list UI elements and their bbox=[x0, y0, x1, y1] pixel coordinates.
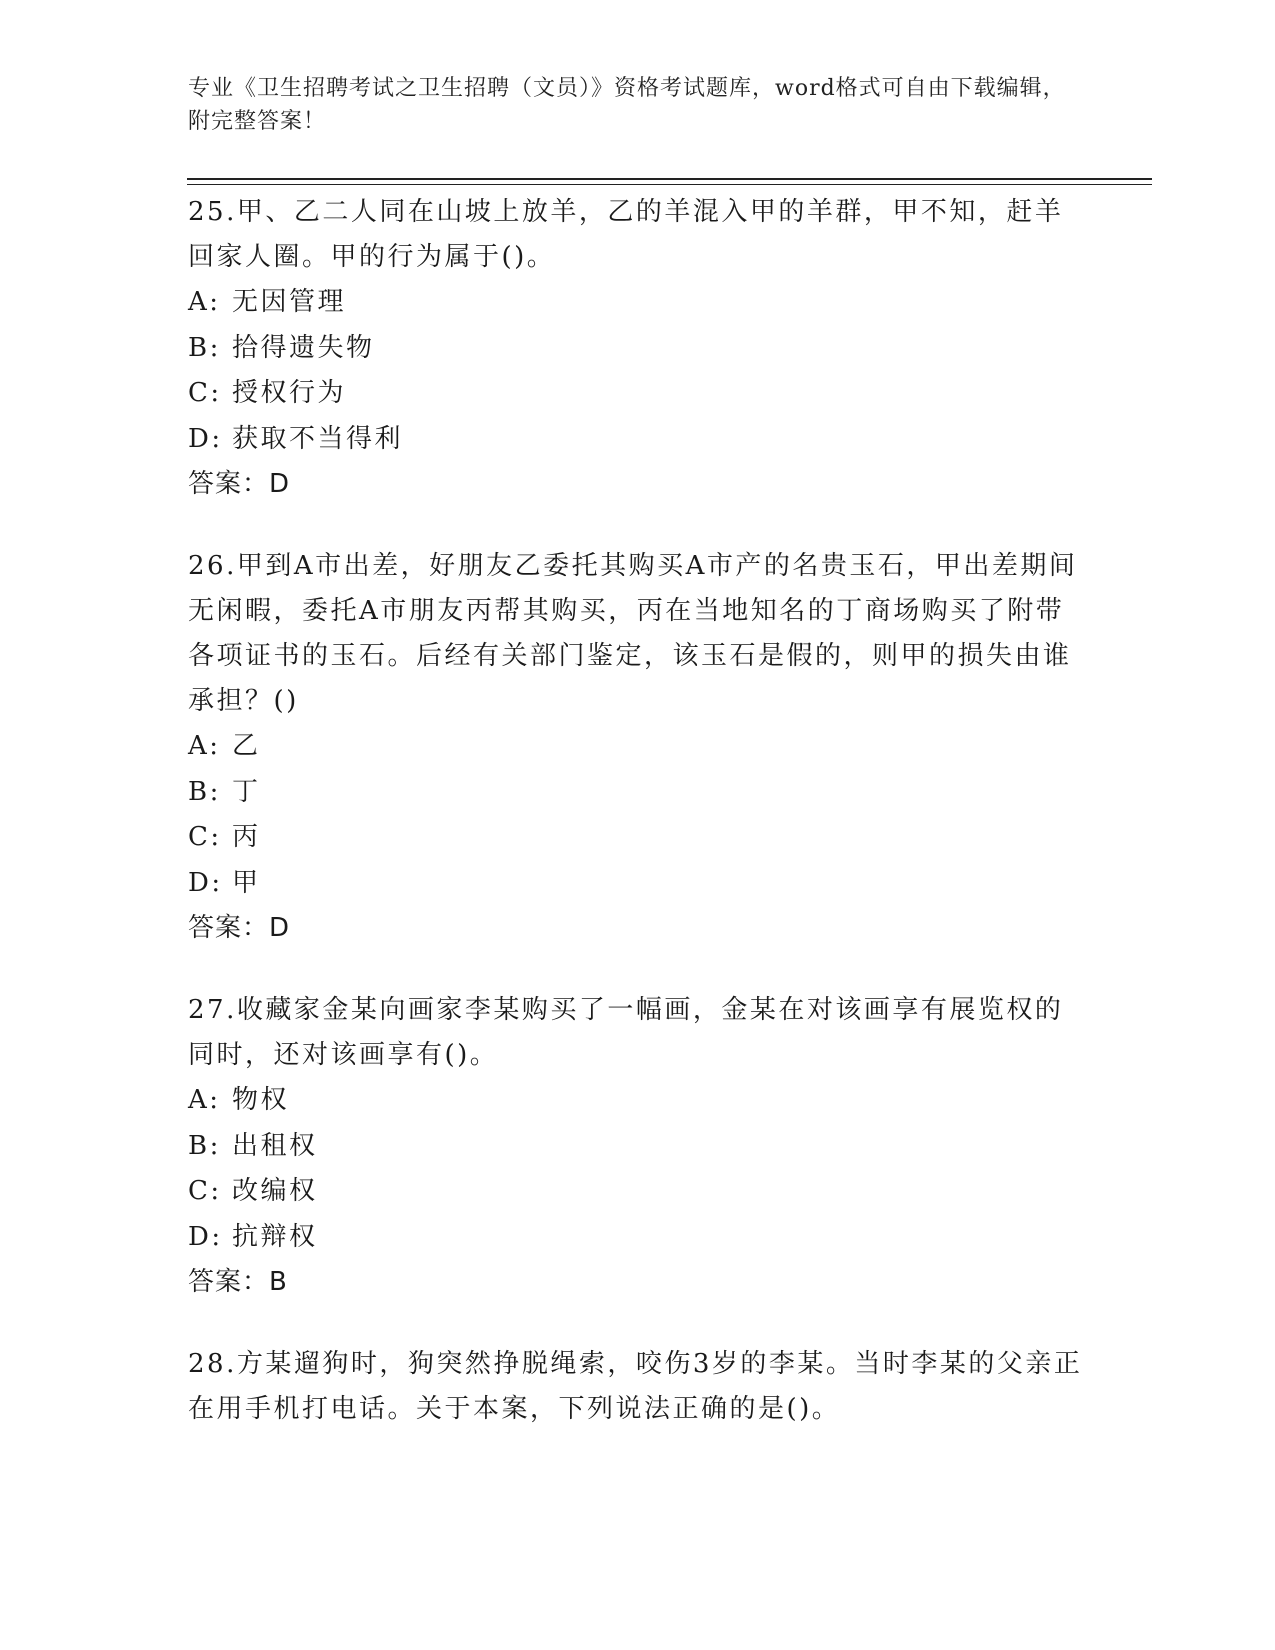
option-b bbox=[188, 326, 1088, 372]
option-a bbox=[188, 1078, 1088, 1124]
option-letter: D: bbox=[188, 423, 223, 454]
option-letter: D: bbox=[188, 1221, 223, 1252]
option-text: 拾得遗失物 bbox=[232, 332, 375, 363]
option-d bbox=[188, 1215, 1088, 1261]
option-text: 授权行为 bbox=[232, 378, 347, 408]
question-list bbox=[188, 190, 1088, 1470]
option-text: 丙 bbox=[232, 822, 261, 852]
header-divider-thin bbox=[187, 184, 1152, 185]
option-letter: B: bbox=[188, 332, 221, 363]
option-c bbox=[188, 1169, 1088, 1215]
question-stem: 28.方某遛狗时，狗突然挣脱绳索，咬伤3岁的李某。当时李某的父亲正在用手机打电话。关于本案，下列说法正确的是()。 bbox=[188, 1349, 1083, 1424]
option-d bbox=[188, 417, 1088, 463]
option-text: 丁 bbox=[232, 776, 261, 807]
option-b bbox=[188, 770, 1088, 816]
option-text: 获取不当得利 bbox=[232, 423, 404, 454]
option-letter: A: bbox=[188, 287, 221, 317]
document-header-note: 专业《卫生招聘考试之卫生招聘（文员）》资格考试题库，word格式可自由下载编辑，附完整答案！ bbox=[188, 76, 1066, 134]
answer-line: 答案：D bbox=[188, 913, 291, 943]
option-letter: B: bbox=[188, 1130, 221, 1161]
option-letter: D: bbox=[188, 867, 223, 898]
answer-line: 答案：B bbox=[188, 1267, 288, 1297]
option-a bbox=[188, 280, 1088, 326]
question-28 bbox=[188, 1342, 1088, 1432]
option-text: 抗辩权 bbox=[232, 1221, 318, 1252]
question-stem: 27.收藏家金某向画家李某购买了一幅画，金某在对该画享有展览权的同时，还对该画享有()。 bbox=[188, 995, 1064, 1070]
option-letter: B: bbox=[188, 776, 221, 807]
option-text: 物权 bbox=[232, 1085, 290, 1115]
option-letter: A: bbox=[188, 1085, 221, 1115]
option-c bbox=[188, 815, 1088, 861]
question-stem: 25.甲、乙二人同在山坡上放羊，乙的羊混入甲的羊群，甲不知，赶羊回家人圈。甲的行为属于()。 bbox=[188, 197, 1064, 272]
answer-line: 答案：D bbox=[188, 469, 291, 499]
option-text: 出租权 bbox=[232, 1130, 318, 1161]
option-b bbox=[188, 1124, 1088, 1170]
option-letter: C: bbox=[188, 378, 222, 408]
option-a bbox=[188, 724, 1088, 770]
header-divider-thick bbox=[187, 178, 1152, 180]
question-25 bbox=[188, 190, 1088, 506]
option-text: 乙 bbox=[232, 731, 261, 761]
option-text: 无因管理 bbox=[232, 287, 347, 317]
option-letter: A: bbox=[188, 731, 221, 761]
option-letter: C: bbox=[188, 1176, 222, 1206]
question-stem: 26.甲到A市出差，好朋友乙委托其购买A市产的名贵玉石，甲出差期间无闲暇，委托A市朋友丙帮其购买，丙在当地知名的丁商场购买了附带各项证书的玉石。后经有关部门鉴定，该玉石是假的，则甲的损失由谁承担？() bbox=[188, 551, 1078, 716]
option-d bbox=[188, 861, 1088, 907]
question-26 bbox=[188, 544, 1088, 950]
option-c bbox=[188, 371, 1088, 417]
option-letter: C: bbox=[188, 822, 222, 852]
option-text: 甲 bbox=[232, 867, 261, 898]
question-27 bbox=[188, 988, 1088, 1304]
option-text: 改编权 bbox=[232, 1176, 318, 1206]
